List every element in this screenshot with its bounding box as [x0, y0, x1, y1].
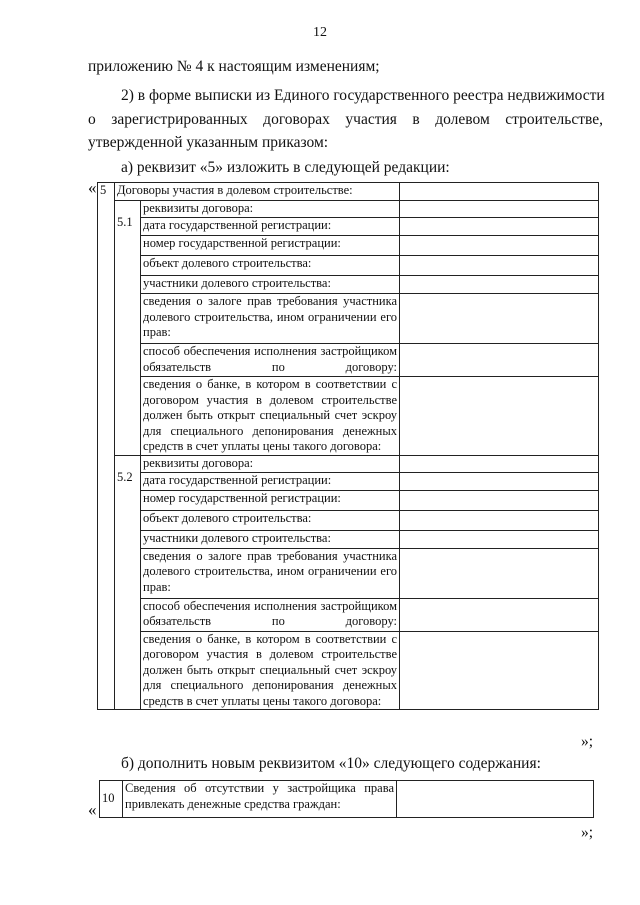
- table5-row-value: [400, 218, 599, 236]
- table10-value: [397, 781, 594, 818]
- table5-row-label: участники долевого строительства:: [141, 530, 400, 548]
- paragraph-2-line-1: 2) в форме выписки из Единого государственного реестра недвижимости: [121, 87, 605, 104]
- table5-row-label: дата государственной регистрации:: [141, 472, 400, 490]
- table5-number: 5: [98, 183, 115, 201]
- paragraph-1: приложению № 4 к настоящим изменениям;: [88, 58, 380, 75]
- quote-open-table10: «: [88, 800, 97, 819]
- table10-number: 10: [100, 781, 123, 818]
- table5-row-value: [400, 472, 599, 490]
- table5-row-value: [400, 490, 599, 510]
- quote-close-table5: »;: [581, 733, 594, 750]
- table5-row-label: сведения о залоге прав требования участника долевого строительства, ином ограничении его прав:: [141, 294, 400, 344]
- paragraph-2-line-2: о зарегистрированных договорах участия в долевом строительстве,: [88, 111, 603, 128]
- table5-row-value: [400, 530, 599, 548]
- table5-row-label: объект долевого строительства:: [141, 510, 400, 530]
- table5-row-value: [400, 510, 599, 530]
- table5-row-label: сведения о залоге прав требования участника долевого строительства, ином ограничении его прав:: [141, 548, 400, 598]
- table5-row-label: номер государственной регистрации:: [141, 236, 400, 256]
- table5-title-value: [400, 183, 599, 201]
- table5-row-value: [400, 598, 599, 631]
- table5-row-label: объект долевого строительства:: [141, 256, 400, 276]
- table5-row-value: [400, 256, 599, 276]
- page-number: 12: [313, 25, 327, 40]
- table5-row-value: [400, 276, 599, 294]
- table5-group-number: 5.1: [115, 201, 141, 456]
- paragraph-4: б) дополнить новым реквизитом «10» следующего содержания:: [121, 755, 541, 772]
- table5-row-label: способ обеспечения исполнения застройщиком обязательств по договору:: [141, 344, 400, 377]
- table5-row-value: [400, 201, 599, 218]
- paragraph-3: а) реквизит «5» изложить в следующей редакции:: [121, 159, 450, 176]
- table5-row-value: [400, 548, 599, 598]
- table5-row-value: [400, 631, 599, 710]
- table5-row-label: способ обеспечения исполнения застройщиком обязательств по договору:: [141, 598, 400, 631]
- table5-row-value: [400, 455, 599, 472]
- table5-number-cell: [98, 201, 115, 710]
- table5-row-label: номер государственной регистрации:: [141, 490, 400, 510]
- paragraph-2-line-3: утвержденной указанным приказом:: [88, 134, 329, 151]
- table5-title: Договоры участия в долевом строительстве:: [115, 183, 400, 201]
- table10-label: Сведения об отсутствии у застройщика права привлекать денежные средства граждан:: [123, 781, 397, 818]
- table5-row-value: [400, 344, 599, 377]
- quote-open-table5: «: [88, 178, 97, 197]
- requisite-10-table: [99, 780, 594, 818]
- table5-row-label: сведения о банке, в котором в соответствии с договором участия в долевом строительстве должен быть открыт специальный счет эскроу для специального депонирования денежных средств в счет уплаты цены такого договора:: [141, 631, 400, 710]
- table5-row-label: участники долевого строительства:: [141, 276, 400, 294]
- requisite-5-table: [97, 182, 599, 710]
- table5-row-label: сведения о банке, в котором в соответствии с договором участия в долевом строительстве должен быть открыт специальный счет эскроу для специального депонирования денежных средств в счет уплаты цены такого договора:: [141, 377, 400, 456]
- table5-row-value: [400, 294, 599, 344]
- table5-row-label: реквизиты договора:: [141, 455, 400, 472]
- table5-row-label: дата государственной регистрации:: [141, 218, 400, 236]
- table5-row-label: реквизиты договора:: [141, 201, 400, 218]
- table5-group-number: 5.2: [115, 455, 141, 710]
- quote-close-table10: »;: [581, 824, 594, 841]
- table5-row-value: [400, 377, 599, 456]
- table5-row-value: [400, 236, 599, 256]
